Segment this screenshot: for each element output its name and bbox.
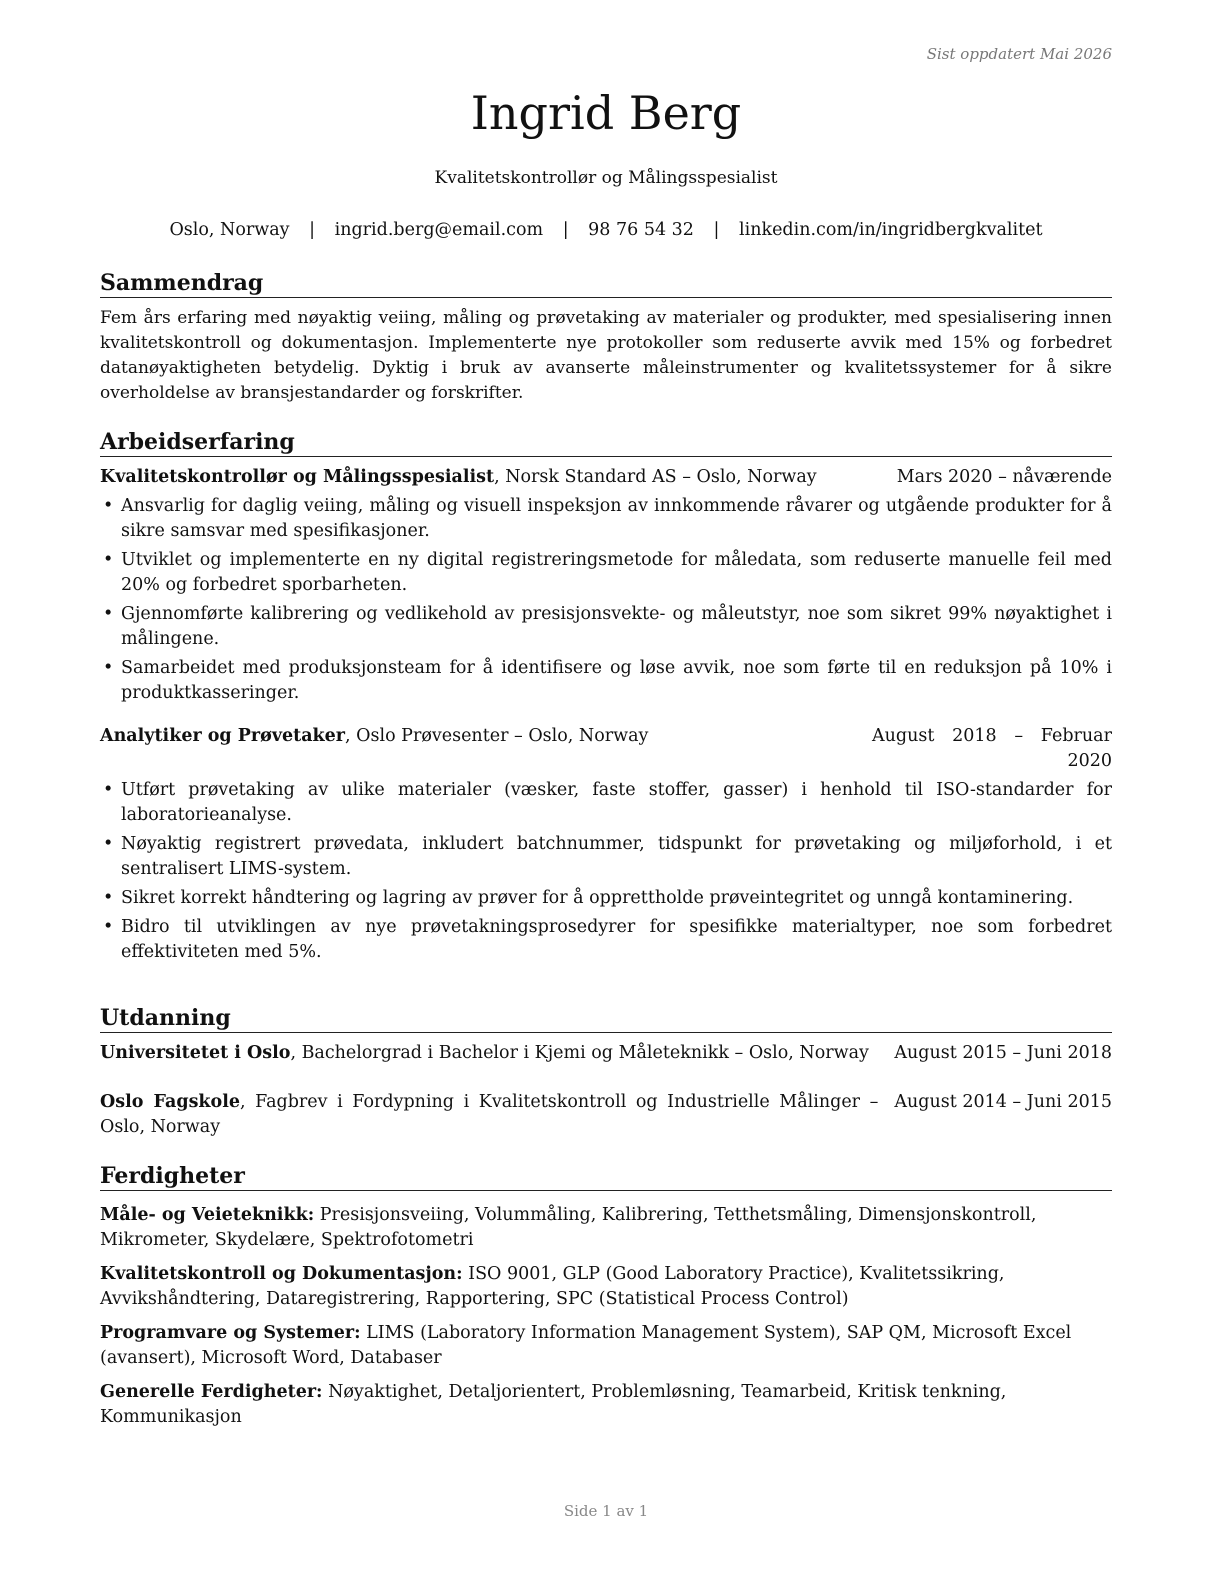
contact-line: [100, 220, 1112, 240]
resume-page: [100, 0, 1112, 1584]
bullet-item: • Nøyaktig registrert prøvedata, inkludert batchnummer, tidspunkt for prøvetaking og miljøforhold, i et sentralisert LIMS-system.: [100, 832, 1112, 882]
bullet-item: • Bidro til utviklingen av nye prøvetakningsprosedyrer for spesifikke materialtyper, noe som forbedret effektiviteten med 5%.: [100, 915, 1112, 965]
job-dates: Mars 2020 – nåværende: [896, 467, 1112, 488]
skill-list: Nøyaktighet, Detaljorientert, Problemløsning, Teamarbeid, Kritisk tenkning, Kommunikasjon: [100, 1382, 1007, 1428]
bullet-item: • Gjennomførte kalibrering og vedlikehold av presisjonsvekte- og måleutstyr, noe som sikret 99% nøyaktighet i målingene.: [100, 602, 1112, 652]
job-bullets: [100, 778, 1112, 965]
job-bullets: [100, 494, 1112, 706]
contact-separator: |: [713, 220, 720, 240]
candidate-name: Ingrid Berg: [470, 86, 742, 140]
education-school: Universitetet i Oslo: [100, 1043, 291, 1064]
skill-list: ISO 9001, GLP (Good Laboratory Practice), Kvalitetssikring, Avvikshåndtering, Dataregistrering, Rapportering, SPC (Statistical Process Control): [100, 1264, 1005, 1310]
job-dates: August 2018 – Februar 2020: [872, 726, 1112, 772]
page-number: Side 1 av 1: [563, 1502, 649, 1520]
last-updated: Sist oppdatert Mai 2026: [926, 45, 1112, 63]
bullet-item: • Sikret korrekt håndtering og lagring av prøver for å opprettholde prøveintegritet og unngå kontaminering.: [100, 886, 1112, 911]
skill-group: [100, 1380, 1112, 1430]
education-detail: , Bachelorgrad i Bachelor i Kjemi og Måleteknikk – Oslo, Norway: [290, 1043, 869, 1064]
bullet-item: • Utført prøvetaking av ulike materialer (væsker, faste stoffer, gasser) i henhold til ISO-standarder for laboratorieanalyse.: [100, 778, 1112, 828]
job-org: , Oslo Prøvesenter – Oslo, Norway: [345, 726, 649, 747]
section-title-experience: Arbeidserfaring: [100, 429, 1112, 457]
contact-email[interactable]: ingrid.berg@email.com: [334, 220, 544, 240]
education-detail: , Fagbrev i Fordypning i Kvalitetskontroll og Industrielle Målinger – Oslo, Norway: [100, 1092, 879, 1138]
skill-label: Generelle Ferdigheter:: [100, 1382, 323, 1403]
skill-group: [100, 1203, 1112, 1253]
summary-section: [100, 270, 1112, 406]
skill-group: [100, 1321, 1112, 1371]
experience-section: [100, 429, 1112, 969]
bullet-item: • Ansvarlig for daglig veiing, måling og visuell inspeksjon av innkommende råvarer og utgående produkter for å sikre samsvar med spesifikasjoner.: [100, 494, 1112, 544]
contact-location: Oslo, Norway: [169, 220, 290, 240]
skills-section: [100, 1163, 1112, 1439]
job-header: [100, 465, 1112, 490]
section-title-summary: Sammendrag: [100, 270, 1112, 298]
candidate-title: Kvalitetskontrollør og Målingsspesialist: [434, 168, 778, 188]
skill-label: Måle- og Veieteknikk:: [100, 1205, 315, 1226]
education-section: [100, 1005, 1112, 1140]
contact-phone: 98 76 54 32: [588, 220, 694, 240]
skill-list: Presisjonsveiing, Volummåling, Kalibrering, Tetthetsmåling, Dimensjonskontroll, Mikrometer, Skydelære, Spektrofotometri: [100, 1205, 1037, 1251]
education-entry: [100, 1090, 1112, 1140]
job-entry: [100, 724, 1112, 965]
job-entry: [100, 465, 1112, 706]
bullet-item: • Samarbeidet med produksjonsteam for å identifisere og løse avvik, noe som førte til en reduksjon på 10% i produktkasseringer.: [100, 656, 1112, 706]
job-role: Kvalitetskontrollør og Målingsspesialist: [100, 467, 495, 488]
section-title-education: Utdanning: [100, 1005, 1112, 1033]
skill-label: Programvare og Systemer:: [100, 1323, 361, 1344]
bullet-item: • Utviklet og implementerte en ny digital registreringsmetode for måledata, som reduserte manuelle feil med 20% og forbedret sporbarheten.: [100, 548, 1112, 598]
section-title-skills: Ferdigheter: [100, 1163, 1112, 1191]
job-header: [100, 724, 1112, 774]
contact-separator: |: [309, 220, 316, 240]
job-org: , Norsk Standard AS – Oslo, Norway: [494, 467, 817, 488]
education-dates: August 2014 – Juni 2015: [894, 1092, 1112, 1113]
summary-text: Fem års erfaring med nøyaktig veiing, måling og prøvetaking av materialer og produkter, med spesialisering innen kvalitetskontroll og dokumentasjon. Implementerte nye protokoller som reduserte avvik med 15% og forbedret datanøyaktigheten betydelig. Dyktig i bruk av avanserte måleinstrumenter og kvalitetssystemer for å sikre overholdelse av bransjestandarder og forskrifter.: [100, 308, 1112, 404]
skill-group: [100, 1262, 1112, 1312]
job-role: Analytiker og Prøvetaker: [100, 726, 346, 747]
contact-linkedin[interactable]: linkedin.com/in/ingridbergkvalitet: [739, 220, 1043, 240]
skill-label: Kvalitetskontroll og Dokumentasjon:: [100, 1264, 463, 1285]
education-entry: [100, 1041, 1112, 1066]
education-school: Oslo Fagskole: [100, 1092, 240, 1113]
education-dates: August 2015 – Juni 2018: [894, 1043, 1112, 1064]
skill-list: LIMS (Laboratory Information Management System), SAP QM, Microsoft Excel (avansert), Microsoft Word, Databaser: [100, 1323, 1072, 1369]
contact-separator: |: [562, 220, 569, 240]
